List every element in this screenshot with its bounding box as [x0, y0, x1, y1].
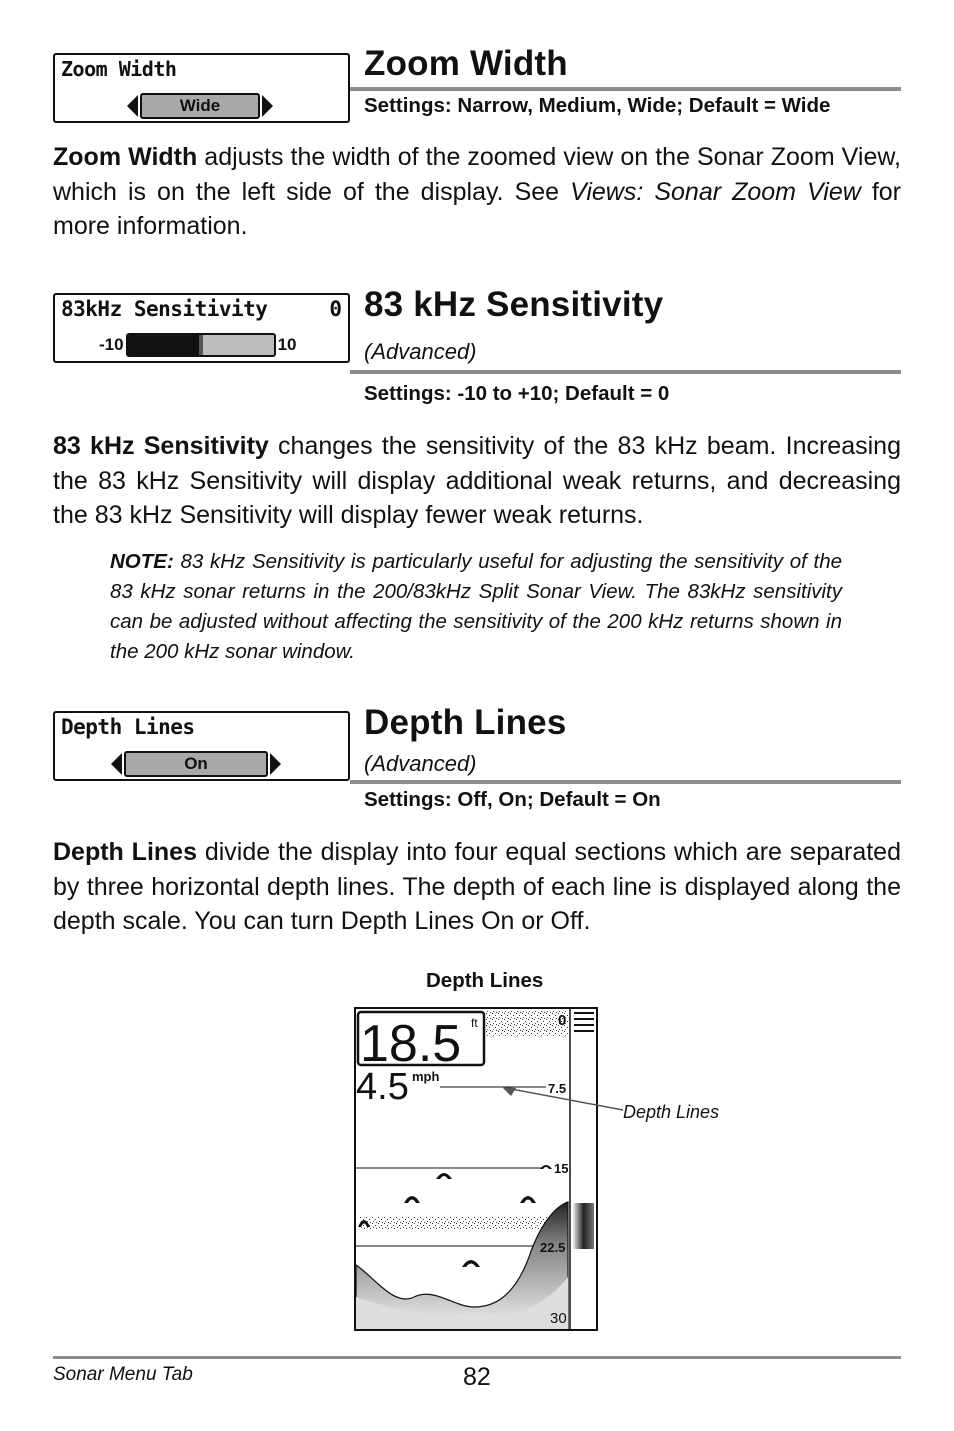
scale-label: 7.5	[548, 1081, 567, 1096]
term: Zoom Width	[53, 143, 198, 171]
callout-label: Depth Lines	[623, 1102, 720, 1122]
figure-caption: Depth Lines	[426, 969, 544, 992]
slider-fill	[128, 335, 201, 355]
clutter-band	[360, 1217, 560, 1229]
note-text: 83 kHz Sensitivity is particularly useful for adjusting the sensitivity of the 83 kHz sonar returns in the 200/83kHz Split Sonar View. The 83kHz sensitivity can be adjusted without affecting the sensitivity of the 200 kHz returns shown in the 200 kHz sonar window.	[110, 550, 842, 663]
sonar-screen-figure	[354, 1007, 598, 1331]
right-arrow-icon	[262, 95, 273, 117]
section-title: Depth Lines	[364, 703, 567, 742]
speed-unit: mph	[412, 1069, 440, 1084]
note-label: NOTE:	[110, 550, 174, 573]
callout-pointer	[500, 1082, 625, 1122]
left-arrow-icon	[127, 95, 138, 117]
depth-lines-menu-widget	[53, 711, 350, 781]
note-block	[110, 547, 842, 667]
sensitivity-paragraph	[53, 429, 901, 533]
scale-label: 0	[558, 1012, 567, 1029]
speed-reading: 4.5	[356, 1066, 409, 1108]
body-text: for more information.	[53, 177, 901, 240]
zoom-width-menu-widget	[53, 53, 350, 123]
surface-clutter	[486, 1010, 568, 1036]
title-rule	[350, 780, 901, 784]
depth-lines-paragraph	[53, 835, 901, 939]
slider-track	[126, 333, 276, 357]
term: Depth Lines	[53, 838, 197, 866]
body-text: divide the display into four equal sections which are separated by three horizontal depth lines. The depth of each line is displayed along the depth scale. You can turn Depth Lines On or Off.	[53, 838, 901, 935]
term: 83 kHz Sensitivity	[53, 432, 269, 460]
title-rule	[350, 87, 901, 91]
settings-line: Settings: -10 to +10; Default = 0	[364, 382, 670, 405]
option-selector	[111, 751, 281, 777]
sensitivity-slider	[99, 333, 297, 357]
footer-rule	[53, 1356, 901, 1359]
advanced-label: (Advanced)	[364, 751, 477, 776]
footer-section-name: Sonar Menu Tab	[53, 1364, 193, 1385]
scale-label: 15	[554, 1161, 569, 1176]
cross-reference: Views: Sonar Zoom View	[570, 177, 861, 206]
slider-max-label: 10	[277, 335, 297, 354]
body-text: changes the sensitivity of the 83 kHz beam. Increasing the 83 kHz Sensitivity will display additional weak returns, and decreasing the 83 kHz Sensitivity will display fewer weak returns.	[53, 432, 901, 529]
slider-knob	[199, 333, 203, 357]
widget-label: 83kHz Sensitivity	[61, 297, 268, 321]
title-rule	[350, 370, 901, 374]
depth-reading: 18.5	[360, 1015, 462, 1073]
option-selector	[127, 93, 273, 119]
widget-label: Depth Lines	[61, 715, 195, 739]
slider-min-label: -10	[99, 335, 124, 354]
settings-line: Settings: Off, On; Default = On	[364, 788, 661, 811]
body-text: adjusts the width of the zoomed view on the Sonar Zoom View, which is on the left side of the display. See	[53, 143, 901, 206]
side-intensity-bar	[573, 1203, 594, 1249]
right-arrow-icon	[270, 753, 281, 775]
widget-value: 0	[329, 297, 342, 321]
zoom-width-paragraph	[53, 140, 901, 244]
sensitivity-menu-widget	[53, 293, 350, 363]
section-title: Zoom Width	[364, 44, 568, 83]
widget-label: Zoom Width	[61, 57, 177, 81]
depth-unit: ft	[471, 1016, 478, 1030]
left-arrow-icon	[111, 753, 122, 775]
option-value: Wide	[140, 93, 260, 119]
option-value: On	[124, 751, 268, 777]
scale-label: 30	[550, 1310, 567, 1327]
section-title: 83 kHz Sensitivity	[364, 285, 664, 324]
advanced-label: (Advanced)	[364, 339, 477, 364]
settings-line: Settings: Narrow, Medium, Wide; Default = Wide	[364, 94, 831, 117]
scale-label: 22.5	[540, 1240, 566, 1255]
page-number: 82	[463, 1363, 491, 1391]
